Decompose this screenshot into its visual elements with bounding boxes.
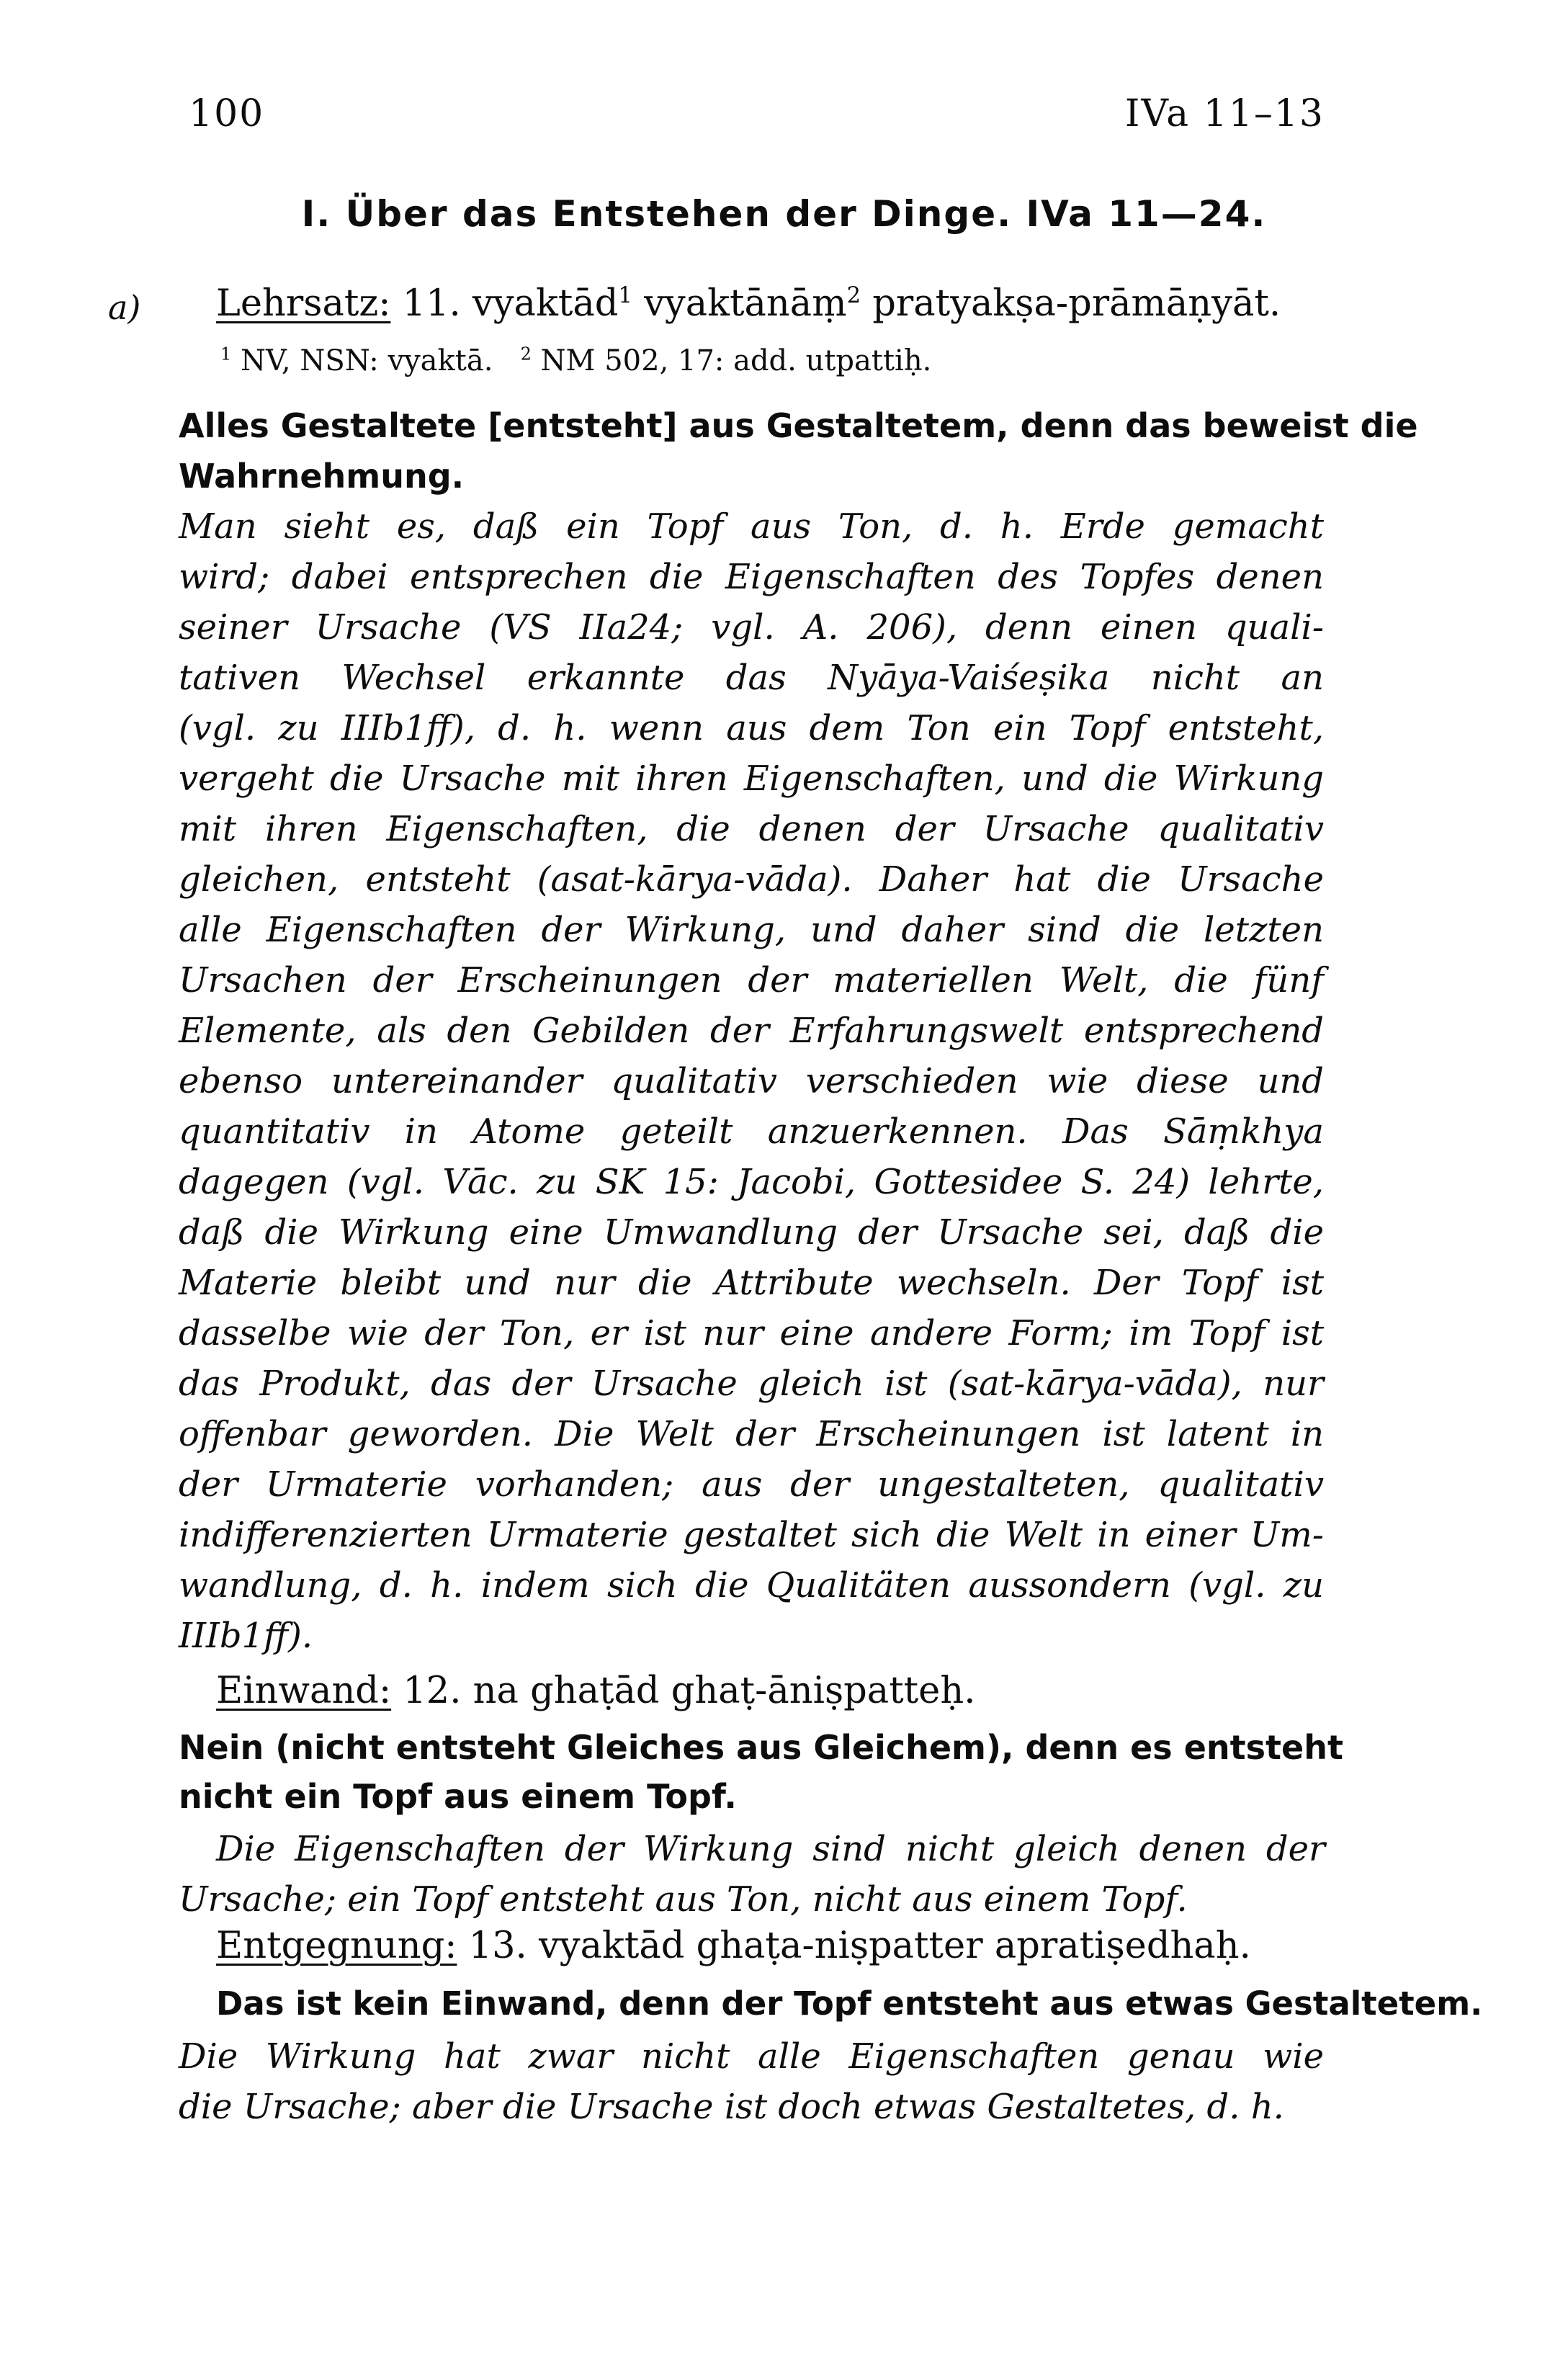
translation-line: nicht ein Topf aus einem Topf. [179, 1777, 737, 1816]
commentary-einwand-cont [179, 1874, 1324, 1925]
commentary-line: die Ursache; aber die Ursache ist doch etwas Gestaltetes, d. h. [179, 2087, 1284, 2127]
commentary-line: Ursachen der Erscheinungen der materiellen Welt, die fünf [179, 960, 1324, 1001]
commentary-line: wandlung, d. h. indem sich die Qualitäten aussondern (vgl. zu [179, 1565, 1324, 1606]
section-title: I. Über das Entstehen der Dinge. IVa 11—24. [301, 193, 1267, 235]
einwand-line: Einwand: 12. na ghaṭād ghaṭ-āniṣpatteḥ. [216, 1670, 976, 1712]
lehrsatz-line: Lehrsatz: 11. vyaktād$^1$ vyaktānāṃ$^2$ pratyakṣa-prāmāṇyāt. [216, 282, 1281, 325]
einwand-label: Einwand: [216, 1670, 392, 1712]
commentary-line: Elemente, als den Gebilden der Erfahrungswelt entsprechend [179, 1011, 1324, 1051]
commentary-line: Die Eigenschaften der Wirkung sind nicht gleich denen der [216, 1829, 1325, 1869]
commentary-line: quantitativ in Atome geteilt anzuerkennen. Das Sāṃkhya [179, 1111, 1324, 1152]
commentary-line: gleichen, entsteht (asat-kārya-vāda). Daher hat die Ursache [179, 859, 1324, 900]
commentary-einwand [216, 1824, 1325, 1874]
translation-line: Wahrnehmung. [179, 457, 465, 496]
commentary-line: seiner Ursache (VS IIa24; vgl. A. 206), denn einen quali- [179, 607, 1324, 648]
commentary-line: Ursache; ein Topf entsteht aus Ton, nicht aus einem Topf. [179, 1879, 1188, 1920]
commentary-line: tativen Wechsel erkannte das Nyāya-Vaiśeṣika nicht an [179, 658, 1324, 698]
commentary-line: alle Eigenschaften der Wirkung, und daher sind die letzten [179, 910, 1324, 950]
commentary-line: der Urmaterie vorhanden; aus der ungestalteten, qualitativ [179, 1464, 1324, 1505]
commentary-line: dasselbe wie der Ton, er ist nur eine andere Form; im Topf ist [179, 1313, 1324, 1353]
item-marker: a) [108, 288, 141, 327]
commentary-line: Die Wirkung hat zwar nicht alle Eigenschaften genau wie [179, 2036, 1324, 2077]
translation-einwand [179, 1723, 1343, 1821]
commentary-line: ebenso untereinander qualitativ verschieden wie diese und [179, 1061, 1324, 1101]
translation-line: Das ist kein Einwand, denn der Topf entsteht aus etwas Gestaltetem. [216, 1984, 1483, 2023]
commentary-line: dagegen (vgl. Vāc. zu SK 15: Jacobi, Gottesidee S. 24) lehrte, [179, 1162, 1324, 1202]
lehrsatz-label: Lehrsatz: [216, 282, 391, 325]
translation-line: Alles Gestaltete [entsteht] aus Gestaltetem, denn das beweist die [179, 406, 1418, 445]
commentary-lehrsatz [179, 501, 1324, 1661]
translation-entgegnung [216, 1979, 1483, 2028]
translation-lehrsatz [179, 400, 1418, 501]
commentary-line: (vgl. zu IIIb1ff), d. h. wenn aus dem Ton ein Topf entsteht, [179, 708, 1324, 748]
commentary-line: vergeht die Ursache mit ihren Eigenschaften, und die Wirkung [179, 758, 1324, 799]
commentary-line: daß die Wirkung eine Umwandlung der Ursache sei, daß die [179, 1212, 1324, 1253]
commentary-line: wird; dabei entsprechen die Eigenschaften des Topfes denen [179, 557, 1324, 597]
page-number: 100 [189, 92, 265, 135]
translation-line: Nein (nicht entsteht Gleiches aus Gleichem), denn es entsteht [179, 1728, 1343, 1767]
commentary-line: das Produkt, das der Ursache gleich ist (sat-kārya-vāda), nur [179, 1364, 1324, 1404]
footnotes: $^1$ NV, NSN: vyaktā. $^2$ NM 502, 17: add. utpattiḥ. [220, 344, 932, 377]
commentary-line: offenbar geworden. Die Welt der Erscheinungen ist latent in [179, 1414, 1324, 1454]
entgegnung-label: Entgegnung: [216, 1925, 457, 1967]
commentary-line: Materie bleibt und nur die Attribute wechseln. Der Topf ist [179, 1263, 1324, 1303]
commentary-entgegnung [179, 2031, 1324, 2132]
commentary-line: indifferenzierten Urmaterie gestaltet sich die Welt in einer Um- [179, 1515, 1324, 1555]
running-head: IVa 11–13 [1124, 92, 1325, 135]
commentary-line: IIIb1ff). [179, 1616, 313, 1656]
commentary-line: Man sieht es, daß ein Topf aus Ton, d. h. Erde gemacht [179, 506, 1324, 547]
entgegnung-line: Entgegnung: 13. vyaktād ghaṭa-niṣpatter apratiṣedhaḥ. [216, 1925, 1251, 1967]
commentary-line: mit ihren Eigenschaften, die denen der Ursache qualitativ [179, 809, 1324, 849]
